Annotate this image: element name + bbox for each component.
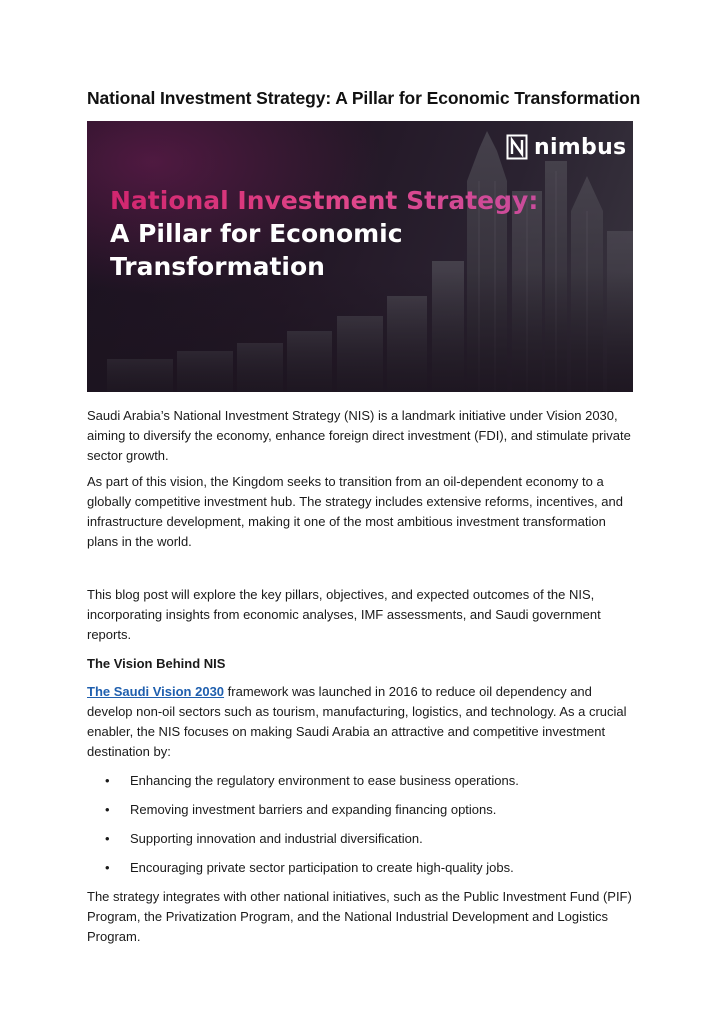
banner-title-line-2: A Pillar for Economic: [110, 219, 403, 248]
intro-paragraph: Saudi Arabia’s National Investment Strategy (NIS) is a landmark initiative under Vision 2030, aiming to diversify the economy, enhance foreign direct investment (FDI), and stimulate private sector growth.: [87, 408, 631, 463]
blog-scope-paragraph: This blog post will explore the key pillars, objectives, and expected outcomes of the NIS, incorporating insights from economic analyses, IMF assessments, and Saudi government reports.: [87, 587, 601, 642]
banner-title: [110, 184, 538, 283]
list-item-text: Supporting innovation and industrial diversification.: [130, 831, 423, 846]
list-item: [87, 800, 635, 820]
banner-title-line-1: National Investment Strategy:: [110, 186, 539, 215]
list-item: [87, 858, 635, 878]
banner-title-line-3: Transformation: [110, 252, 325, 281]
vision-2030-body: framework was launched in 2016 to reduce oil dependency and develop non-oil sectors such as tourism, manufacturing, logistics, and technology. As a crucial enabler, the NIS focuses on making Saudi Arabia an attractive and competitive investment destination by:: [87, 684, 627, 759]
page-title: National Investment Strategy: A Pillar for Economic Transformation: [87, 88, 641, 108]
list-item-text: Removing investment barriers and expanding financing options.: [130, 802, 497, 817]
section-heading: The Vision Behind NIS: [87, 656, 226, 671]
list-item: [87, 771, 635, 791]
hero-banner-image: [87, 121, 633, 392]
list-item: [87, 829, 635, 849]
nimbus-logo: [506, 134, 626, 160]
logo-wordmark: nimbus: [534, 134, 627, 160]
nimbus-logo-icon: [506, 134, 528, 160]
objectives-list: [87, 771, 635, 878]
list-item-text: Enhancing the regulatory environment to ease business operations.: [130, 773, 519, 788]
bullet-icon: •: [105, 860, 110, 875]
vision-2030-paragraph: [87, 682, 635, 762]
bullet-icon: •: [105, 802, 110, 817]
document-page: [87, 86, 641, 947]
bullet-icon: •: [105, 831, 110, 846]
list-item-text: Encouraging private sector participation to create high-quality jobs.: [130, 860, 514, 875]
vision-paragraph: As part of this vision, the Kingdom seeks to transition from an oil-dependent economy to a globally competitive investment hub. The strategy includes extensive reforms, incentives, and infrastructure development, making it one of the most ambitious investment transformation plans in the world.: [87, 474, 623, 549]
saudi-vision-2030-link[interactable]: The Saudi Vision 2030: [87, 684, 225, 699]
bullet-icon: •: [105, 773, 110, 788]
closing-paragraph: The strategy integrates with other national initiatives, such as the Public Investment Fund (PIF) Program, the Privatization Program, and the National Industrial Development and Logistics Program.: [87, 889, 632, 944]
